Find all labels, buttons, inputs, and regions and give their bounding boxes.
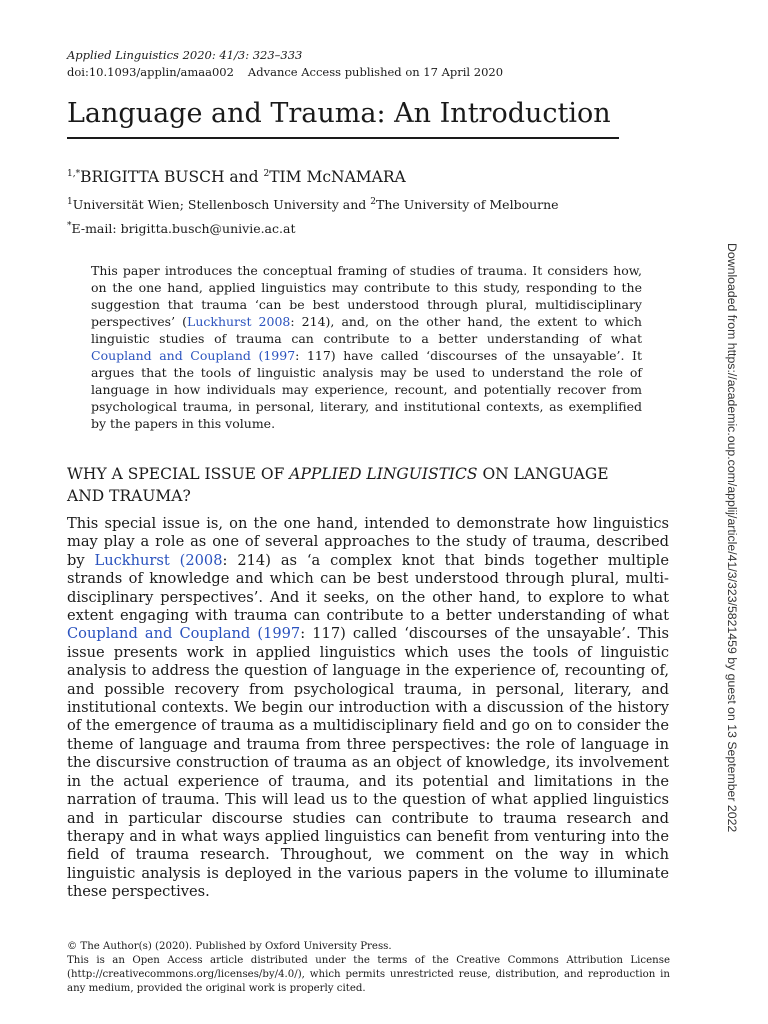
body-text-2: : 214) as ‘a complex knot that binds together multiple strands of knowledge and which can be best understood through plural, multi-disciplinary perspectives’. And it seeks, on the other hand, to explore to what extent engaging with trauma can contribute to a better understanding of what: [67, 551, 669, 625]
citation-link-coupland-body[interactable]: Coupland and Coupland (1997: [67, 625, 301, 643]
abstract-text-2: : 214), and, on the other hand, the extent to which linguistic studies of trauma can contribute to a better understanding of what: [91, 314, 642, 346]
citation-link-luckhurst[interactable]: Luckhurst 2008: [187, 314, 291, 329]
body-paragraph: [67, 515, 669, 902]
body-text-3: : 117) called ‘discourses of the unsayable’. This issue presents work in applied linguistics which uses the tools of linguistic analysis to address the question of language in the experience of, recounting of, and possible recovery from psychological trauma, in personal, literary, and institutional contexts. We begin our introduction with a discussion of the history of the emergence of trauma as a multidisciplinary field and go on to consider the theme of language and trauma from three perspectives: the role of language in the discursive construction of trauma as an object of knowledge, its involvement in the actual experience of trauma, and its potential and limitations in the narration of trauma. This will lead us to the question of what applied linguistics and in particular discourse studies can contribute to trauma research and therapy and in what ways applied linguistics can benefit from venturing into the field of trauma research. Throughout, we comment on the way in which linguistic analysis is deployed in the various papers in the volume to illuminate these perspectives.: [67, 625, 669, 901]
email-superscript: *: [67, 220, 72, 231]
section-heading-part-2: ON LANGUAGE AND TRAUMA?: [67, 465, 609, 505]
copyright-footer: [67, 940, 670, 996]
body-text-1: This special issue is, on the one hand, intended to demonstrate how linguistics may play a role as one of several approaches to the study of trauma, described by: [67, 515, 669, 569]
email-text: E-mail: brigitta.busch@univie.ac.at: [71, 221, 296, 236]
article-title: Language and Trauma: An Introduction: [67, 98, 619, 139]
author2-superscript: 2: [263, 168, 270, 179]
citation-link-luckhurst-body[interactable]: Luckhurst (2008: [94, 551, 223, 569]
abstract-text-3: : 117) have called ‘discourses of the unsayable’. It argues that the tools of linguistic analysis may be used to understand the role of language in how individuals may experience, recount, and potentially recover from psychological trauma, in personal, literary, and institutional contexts, as exemplified by the papers in this volume.: [91, 348, 642, 431]
author1-superscript: 1,*: [67, 168, 81, 179]
doi-line: [67, 64, 503, 81]
author-conjunction: and: [224, 168, 264, 186]
affiliation2-text: The University of Melbourne: [376, 197, 559, 212]
citation-link-coupland[interactable]: Coupland and Coupland (1997: [91, 348, 296, 363]
license-text: This is an Open Access article distributed under the terms of the Creative Commons Attribution License (http://creativecommons.org/licenses/by/4.0/), which permits unrestricted reuse, distribution, and reproduction in any medium, provided the original work is properly cited.: [67, 955, 670, 994]
affiliation1-text: Universität Wien; Stellenbosch University and: [72, 197, 371, 212]
affiliation1-superscript: 1: [67, 196, 73, 207]
advance-access-text: Advance Access published on 17 April 2020: [247, 65, 504, 79]
author2-name: TIM McNAMARA: [269, 168, 406, 186]
author-line: [67, 168, 406, 186]
section-heading: [67, 463, 627, 507]
abstract-text-1: This paper introduces the conceptual framing of studies of trauma. It considers how, on the one hand, applied linguistics may contribute to this study, responding to the suggestion that trauma ‘can be best understood through plural, multidisciplinary perspectives’ (: [91, 263, 642, 329]
affiliation2-superscript: 2: [370, 196, 376, 207]
author1-name: BRIGITTA BUSCH: [80, 168, 225, 186]
section-heading-journal: APPLIED LINGUISTICS: [289, 465, 478, 483]
corresponding-email: [67, 221, 295, 236]
copyright-line: © The Author(s) (2020). Published by Oxford University Press.: [67, 941, 392, 952]
journal-citation: Applied Linguistics 2020: 41/3: 323–333: [67, 48, 303, 62]
doi-text: doi:10.1093/applin/amaa002: [67, 65, 234, 79]
download-stamp-text: Downloaded from https://academic.oup.com/applij/article/41/3/323/5821459 by guest on 13 September 2022: [725, 243, 739, 833]
abstract: [91, 262, 642, 432]
download-stamp: [723, 243, 741, 833]
affiliations: [67, 197, 559, 212]
section-heading-part-1: WHY A SPECIAL ISSUE OF: [67, 465, 290, 483]
journal-header: [67, 47, 503, 81]
